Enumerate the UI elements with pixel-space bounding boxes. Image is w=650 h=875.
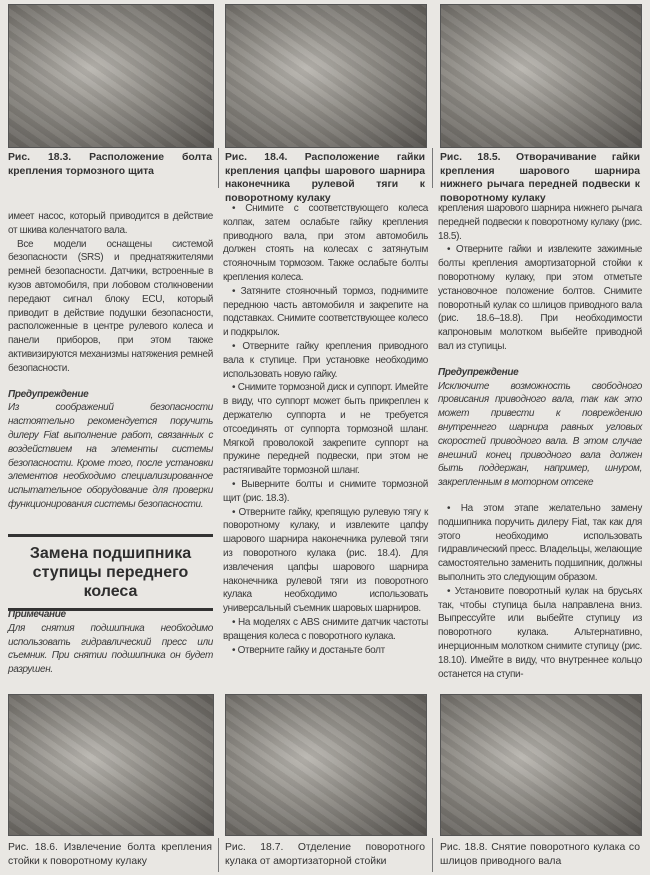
figure-18-8-caption: Рис. 18.8. Снятие поворотного кулака со шлицов приводного вала xyxy=(440,842,640,867)
column-3-text xyxy=(438,202,642,681)
step: • Снимите с соответствующего колеса колпак, затем ослабьте гайку крепления приводного вала, при этом автомобиль должен стоять на колесах с затянутым стояночным тормозом. Также ослабьте болты крепления колеса. xyxy=(223,203,428,283)
column-2-text xyxy=(223,202,428,657)
warning-title: Предупреждение xyxy=(438,366,519,378)
paragraph: • На этом этапе желательно замену подшипника поручить дилеру Fiat, так как для этого необходимо использовать гидравлический пресс. Владельцы, желающие самостоятельно заменить подшипник, должны выполнить это следующим образом. xyxy=(438,502,642,583)
paragraph: • Отверните гайки и извлеките зажимные болты крепления амортизаторной стойки к поворотному кулаку, при этом отметьте установочное положение болтов. Снимите поворотный кулак со шлицов приводного вала (рис. 18.6–18.8). При необходимости капроновым молотком выбейте приводной вал из ступицы. xyxy=(438,244,642,352)
warning-text: Исключите возможность свободного провисания приводного вала, так как это может привести к повреждению внутреннего шарнира равных угловых скоростей приводного вала. В этом случае внешний конец приводного вала должен быть поддержан, например, шнуром, закрепленным в моторном отсеке xyxy=(438,380,642,489)
step: • Затяните стояночный тормоз, поднимите переднюю часть автомобиля и закрепите на подставках. Снимите соответствующее колесо и подкрылок. xyxy=(223,285,428,339)
figure-18-7-photo xyxy=(225,694,427,836)
figure-18-6-caption: Рис. 18.6. Извлечение болта крепления стойки к поворотному кулаку xyxy=(8,842,212,867)
figure-18-3-caption: Рис. 18.3. Расположение болта крепления тормозного щита xyxy=(8,152,212,177)
column-divider xyxy=(432,148,433,188)
paragraph: Все модели оснащены системой безопасности (SRS) и преднатяжителями ремней безопасности. Датчики, встроенные в кузов автомобиля, при лобовом столкновении передают сигнал блоку ECU, который приводит в действие подушки безопасности, расположенные в центре рулевого колеса и панели приборов, при этом также активизируются механизмы натяжения ремней безопасности. xyxy=(8,238,213,374)
paragraph: • Установите поворотный кулак на брусьях так, чтобы ступица была направлена вниз. Выпрессуйте или выбейте ступицу из поворотного кулака. Альтернативно, инерционным молотком снимите ступицу (рис. 18.10). Имейте в виду, что внутреннее кольцо останется на ступи- xyxy=(438,585,642,680)
figure-18-3-photo xyxy=(8,4,214,148)
figure-18-6-photo xyxy=(8,694,214,836)
step: • Снимите тормозной диск и суппорт. Имейте в виду, что суппорт может быть прикреплен к держателю суппорта и не требуется отсоединять от суппорта тормозной шланг. Мягкой проволокой закрепите суппорт на пружине передней подвески, при этом не растягивайте тормозной шланг. xyxy=(223,382,428,477)
step: • Отверните гайку и достаньте болт xyxy=(232,644,385,656)
paragraph: имеет насос, который приводится в действие от шкива коленчатого вала. xyxy=(8,211,213,236)
paragraph: крепления шарового шарнира нижнего рычага передней подвески к поворотному кулаку (рис. 18.5). xyxy=(438,203,642,242)
figure-18-5-photo xyxy=(440,4,642,148)
figure-18-8-photo xyxy=(440,694,642,836)
column-1-text xyxy=(8,210,213,512)
figure-18-4-caption: Рис. 18.4. Расположение гайки крепления цапфы шарового шарнира наконечника рулевой тяги к поворотному кулаку xyxy=(225,152,425,204)
warning-title: Предупреждение xyxy=(8,388,89,400)
column-1-note xyxy=(8,608,213,677)
step: • Выверните болты и снимите тормозной щит (рис. 18.3). xyxy=(223,478,428,504)
warning-text: Из соображений безопасности настоятельно рекомендуется поручить дилеру Fiat выполнение работ, связанных с воздействием на элементы системы безопасности. Кроме того, после установки элементов необходимо специализированное испытательное оборудование для проверки функционирования системы безопасности. xyxy=(8,402,213,510)
step: • Отверните гайку крепления приводного вала к ступице. При установке необходимо использовать новую гайку. xyxy=(223,340,428,380)
figure-18-4-photo xyxy=(225,4,427,148)
column-divider xyxy=(432,838,433,872)
note-title: Примечание xyxy=(8,609,66,620)
step: • Отверните гайку, крепящую рулевую тягу к поворотному кулаку, и извлеките цапфу шарового шарнира наконечника рулевой тяги из поворотного кулака (рис. 18.4). Для извлечения цапфы шарового шарнира наконечника рулевой тяги из поворотного кулака необходимо использовать универсальный съемник шаровых шарниров. xyxy=(223,506,428,615)
note-text: Для снятия подшипника необходимо использовать гидравлический пресс или съемник. При снятии подшипника он будет разрушен. xyxy=(8,622,213,676)
step: • На моделях с ABS снимите датчик частоты вращения колеса с поворотного кулака. xyxy=(223,616,428,642)
section-title: Замена подшипника ступицы переднего колеса xyxy=(8,534,213,611)
column-divider xyxy=(218,838,219,872)
figure-18-7-caption: Рис. 18.7. Отделение поворотного кулака от амортизаторной стойки xyxy=(225,842,425,867)
figure-18-5-caption: Рис. 18.5. Отворачивание гайки крепления шарового шарнира нижнего рычага передней подвески к поворотному кулаку xyxy=(440,152,640,204)
column-divider xyxy=(218,148,219,188)
